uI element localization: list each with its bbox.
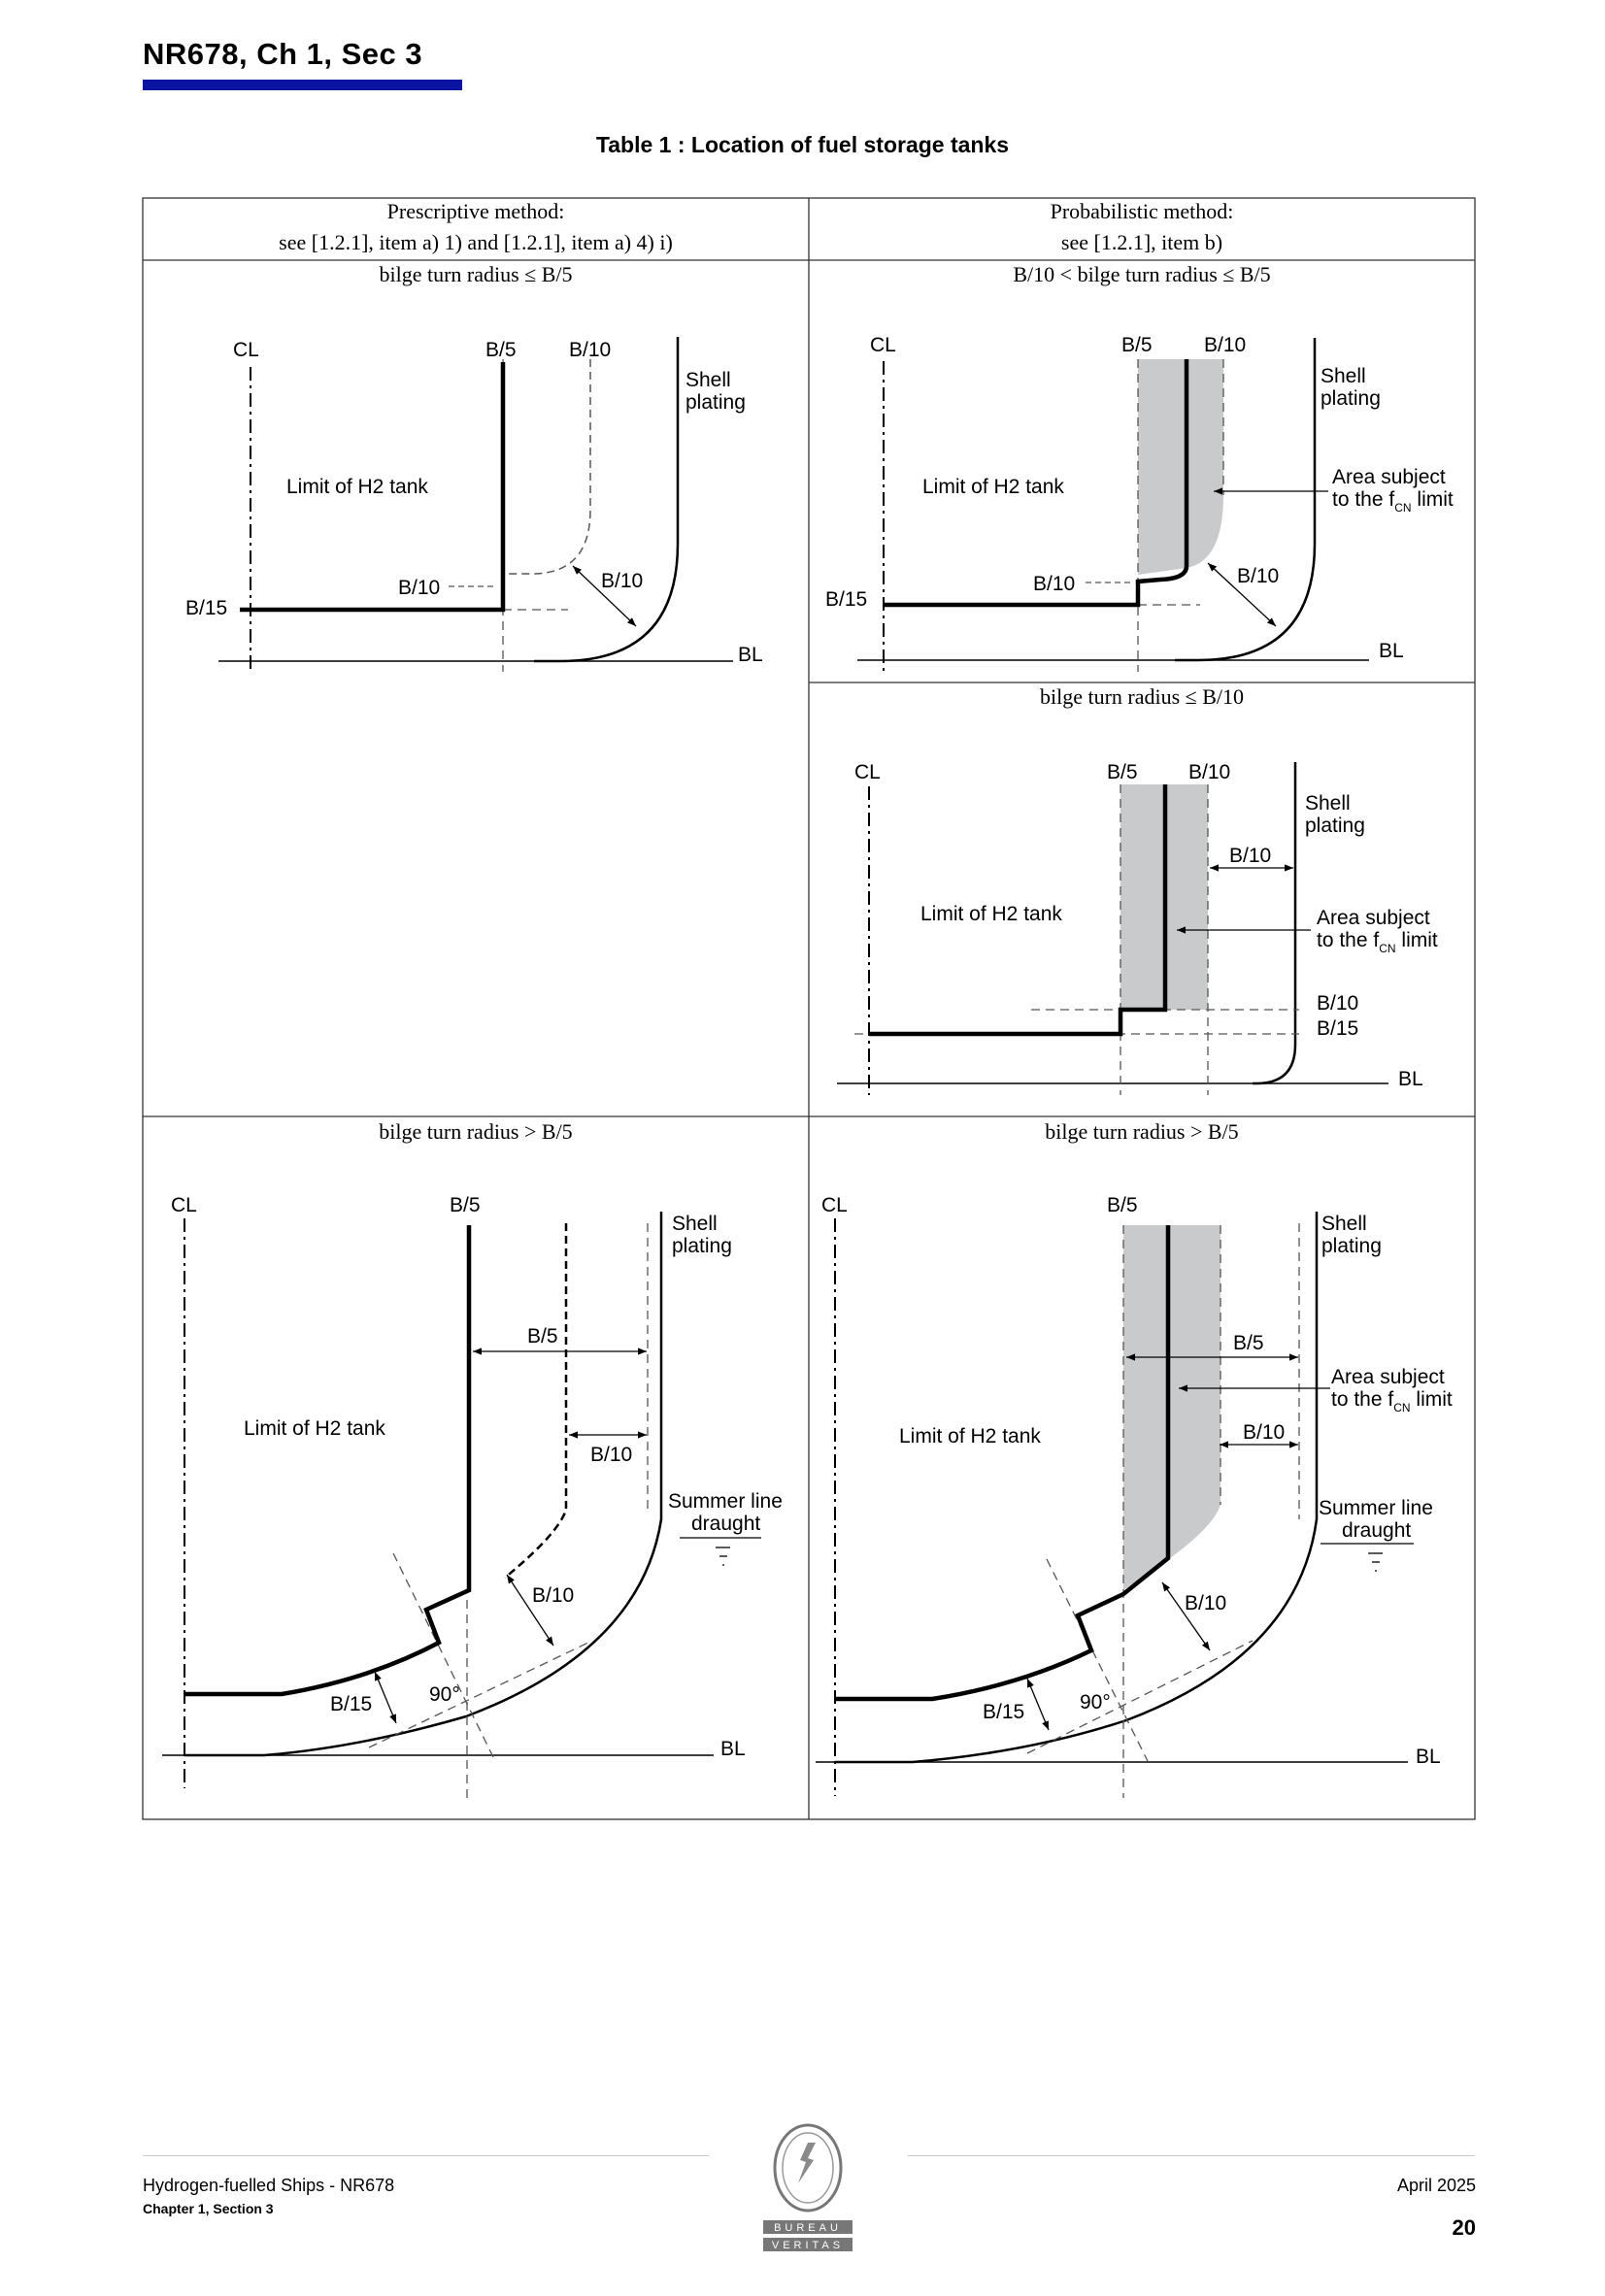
b10-label: B/10 <box>398 577 441 599</box>
shell-label: Shell <box>672 1213 718 1235</box>
draught-label: draught <box>1342 1519 1412 1542</box>
page-number: 20 <box>1452 2215 1476 2240</box>
b5-label: B/5 <box>527 1325 558 1348</box>
caption-row1-right: B/10 < bilge turn radius ≤ B/5 <box>1013 262 1271 286</box>
b5-label: B/5 <box>485 339 517 361</box>
diagram-prescriptive-small-bilge <box>185 337 763 672</box>
col-left-reference: see [1.2.1], item a) 1) and [1.2.1], item a) 4) i) <box>279 230 673 254</box>
b15-label: B/15 <box>825 588 868 611</box>
tank-limit-label: Limit of H2 tank <box>286 476 428 498</box>
col-left-heading: Prescriptive method: <box>386 199 565 223</box>
footer-title: Hydrogen-fuelled Ships - NR678 <box>143 2176 395 2195</box>
shell-label: Shell <box>1321 365 1366 387</box>
plating-label: plating <box>672 1235 732 1257</box>
footer-date: April 2025 <box>1396 2176 1476 2195</box>
caption-row1-left: bilge turn radius ≤ B/5 <box>379 262 573 286</box>
col-right-heading: Probabilistic method: <box>1050 199 1234 223</box>
caption-row2-right: bilge turn radius > B/5 <box>1045 1119 1239 1144</box>
b10-label: B/10 <box>532 1584 575 1607</box>
fcn-limit-label: to the $f_{CN}$ limit <box>1332 488 1454 515</box>
diagram-probabilistic-very-small-bilge <box>837 761 1438 1095</box>
b10-label: B/10 <box>1185 1592 1227 1614</box>
tank-limit-label: Limit of H2 tank <box>244 1417 385 1440</box>
b15-label: B/15 <box>1317 1017 1359 1040</box>
b15-label: B/15 <box>185 597 228 619</box>
cl-label: CL <box>854 761 881 783</box>
bl-label: BL <box>1416 1746 1441 1768</box>
b10-label: B/10 <box>1317 992 1359 1015</box>
draught-label: draught <box>691 1513 761 1535</box>
b5-label: B/5 <box>450 1194 481 1216</box>
summer-line-label: Summer line <box>1319 1497 1433 1519</box>
b10-label: B/10 <box>1033 573 1076 595</box>
fcn-limit-label: to the $f_{CN}$ limit <box>1331 1388 1453 1414</box>
summer-line-label: Summer line <box>668 1490 783 1513</box>
plating-label: plating <box>685 391 746 414</box>
area-subject-label: Area subject <box>1317 907 1430 929</box>
diagram-probabilistic-large-bilge <box>816 1194 1453 1798</box>
b15-label: B/15 <box>330 1693 373 1715</box>
plating-label: plating <box>1321 1235 1382 1257</box>
bureau-veritas-logo <box>757 2121 858 2296</box>
bl-label: BL <box>1398 1068 1423 1090</box>
shell-label: Shell <box>685 369 731 391</box>
lightning-emblem-icon <box>798 2143 816 2183</box>
caption-row2-left: bilge turn radius > B/5 <box>379 1119 573 1144</box>
logo-word-veritas: VERITAS <box>771 2240 845 2251</box>
area-subject-label: Area subject <box>1331 1366 1445 1388</box>
shell-label: Shell <box>1305 792 1351 815</box>
footer-rule-right <box>908 2155 1475 2156</box>
area-subject-label: Area subject <box>1332 466 1446 488</box>
diagram-prescriptive-large-bilge <box>162 1194 783 1798</box>
tank-limit-label: Limit of H2 tank <box>920 903 1062 925</box>
document-reference: NR678, Ch 1, Sec 3 <box>143 37 423 71</box>
bl-label: BL <box>738 644 763 666</box>
caption-row1b-right: bilge turn radius ≤ B/10 <box>1039 684 1245 709</box>
cl-label: CL <box>821 1194 848 1216</box>
cl-label: CL <box>870 334 896 356</box>
footer-rule-left <box>143 2155 709 2156</box>
b10-label: B/10 <box>569 339 612 361</box>
b5-label: B/5 <box>1233 1332 1264 1354</box>
tank-limit-label: Limit of H2 tank <box>899 1425 1041 1447</box>
b10-label: B/10 <box>1229 845 1272 867</box>
ninety-degree-label: 90° <box>429 1683 460 1706</box>
footer-chapter: Chapter 1, Section 3 <box>143 2201 274 2216</box>
b10-label: B/10 <box>590 1444 633 1466</box>
fcn-limit-label: to the $f_{CN}$ limit <box>1317 929 1438 955</box>
cl-label: CL <box>233 339 259 361</box>
table-grid <box>143 198 1475 1819</box>
logo-word-bureau: BUREAU <box>774 2222 842 2234</box>
shell-label: Shell <box>1321 1213 1367 1235</box>
b10-label: B/10 <box>601 570 644 592</box>
b10-label: B/10 <box>1243 1421 1286 1444</box>
tank-limit-label: Limit of H2 tank <box>922 476 1064 498</box>
b10-label: B/10 <box>1188 761 1231 783</box>
b10-label: B/10 <box>1204 334 1247 356</box>
col-right-reference: see [1.2.1], item b) <box>1060 230 1223 254</box>
b10-label: B/10 <box>1237 565 1280 587</box>
b5-label: B/5 <box>1121 334 1153 356</box>
b15-label: B/15 <box>983 1701 1025 1723</box>
bl-label: BL <box>1379 640 1404 662</box>
plating-label: plating <box>1321 387 1381 410</box>
plating-label: plating <box>1305 815 1365 837</box>
diagram-probabilistic-medium-bilge <box>825 334 1454 672</box>
ninety-degree-label: 90° <box>1080 1691 1111 1714</box>
b5-label: B/5 <box>1107 1194 1138 1216</box>
cl-label: CL <box>171 1194 197 1216</box>
b5-label: B/5 <box>1107 761 1138 783</box>
bl-label: BL <box>720 1738 746 1760</box>
table-title: Table 1 : Location of fuel storage tanks <box>595 132 1010 157</box>
